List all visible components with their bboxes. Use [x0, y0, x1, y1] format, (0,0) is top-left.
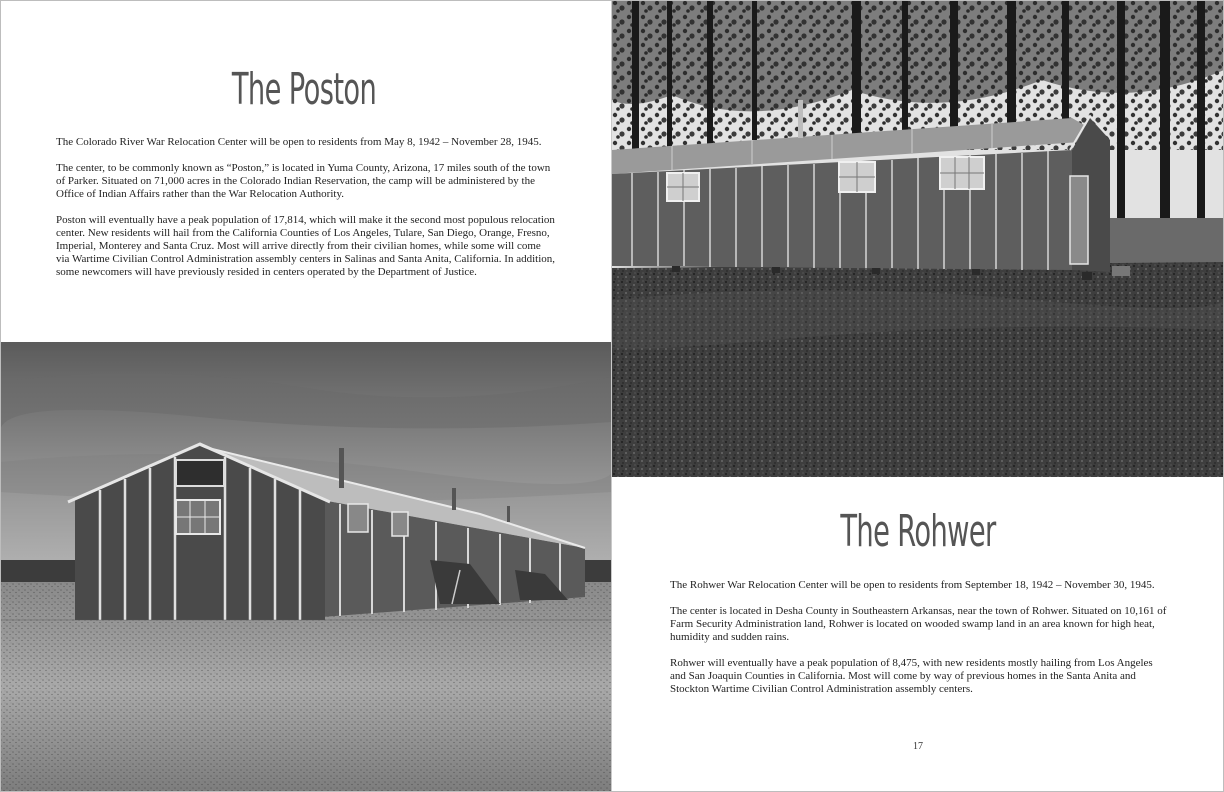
rohwer-title: The Rohwer: [840, 506, 996, 557]
page-number: 17: [913, 741, 923, 752]
rohwer-paragraph-3: Rohwer will eventually have a peak population of 8,475, with new residents mostly hailing from Los Angeles and San Joaquin Counties in California. Most will come by way of previous homes in the Santa Anita and Stockton Wartime Civilian Control Administration assembly centers.: [670, 657, 1153, 695]
poston-paragraph-3: Poston will eventually have a peak population of 17,814, which will make it the second most populous relocation center. New residents will hail from the California Counties of Los Angeles, Tulare, San Diego, Orange, Fresno, Imperial, Monterey and Santa Cruz. Most will arrive directly from their civilian homes, while some will come via Wartime Civilian Control Administration assembly centers in Salinas and Santa Anita, California. In addition, some newcomers will have previously resided in centers operated by the Department of Justice.: [56, 214, 556, 278]
rohwer-paragraph-1: The Rohwer War Relocation Center will be open to residents from September 18, 1942 – November 30, 1945.: [670, 579, 1155, 591]
page-gutter-divider: [611, 0, 612, 792]
rohwer-paragraph-2: The center is located in Desha County in Southeastern Arkansas, near the town of Rohwer. Situated on 10,161 of Farm Security Administration land, Rohwer is located on wooded swamp land in an area known for high heat, humidity and sudden rains.: [670, 605, 1167, 643]
poston-paragraph-1: The Colorado River War Relocation Center will be open to residents from May 8, 1942 – November 28, 1945.: [56, 136, 542, 148]
rohwer-text: [670, 579, 1170, 709]
poston-title: The Poston: [231, 64, 377, 115]
rohwer-barracks-photo: [612, 0, 1224, 477]
poston-paragraph-2: The center, to be commonly known as “Poston,” is located in Yuma County, Arizona, 17 miles south of the town of Parker. Situated on 71,000 acres in the Colorado Indian Reservation, the camp will be administered by the Office of Indian Affairs rather than the War Relocation Authority.: [56, 162, 551, 200]
poston-barracks-photo: [0, 342, 611, 792]
poston-text: [56, 136, 556, 292]
